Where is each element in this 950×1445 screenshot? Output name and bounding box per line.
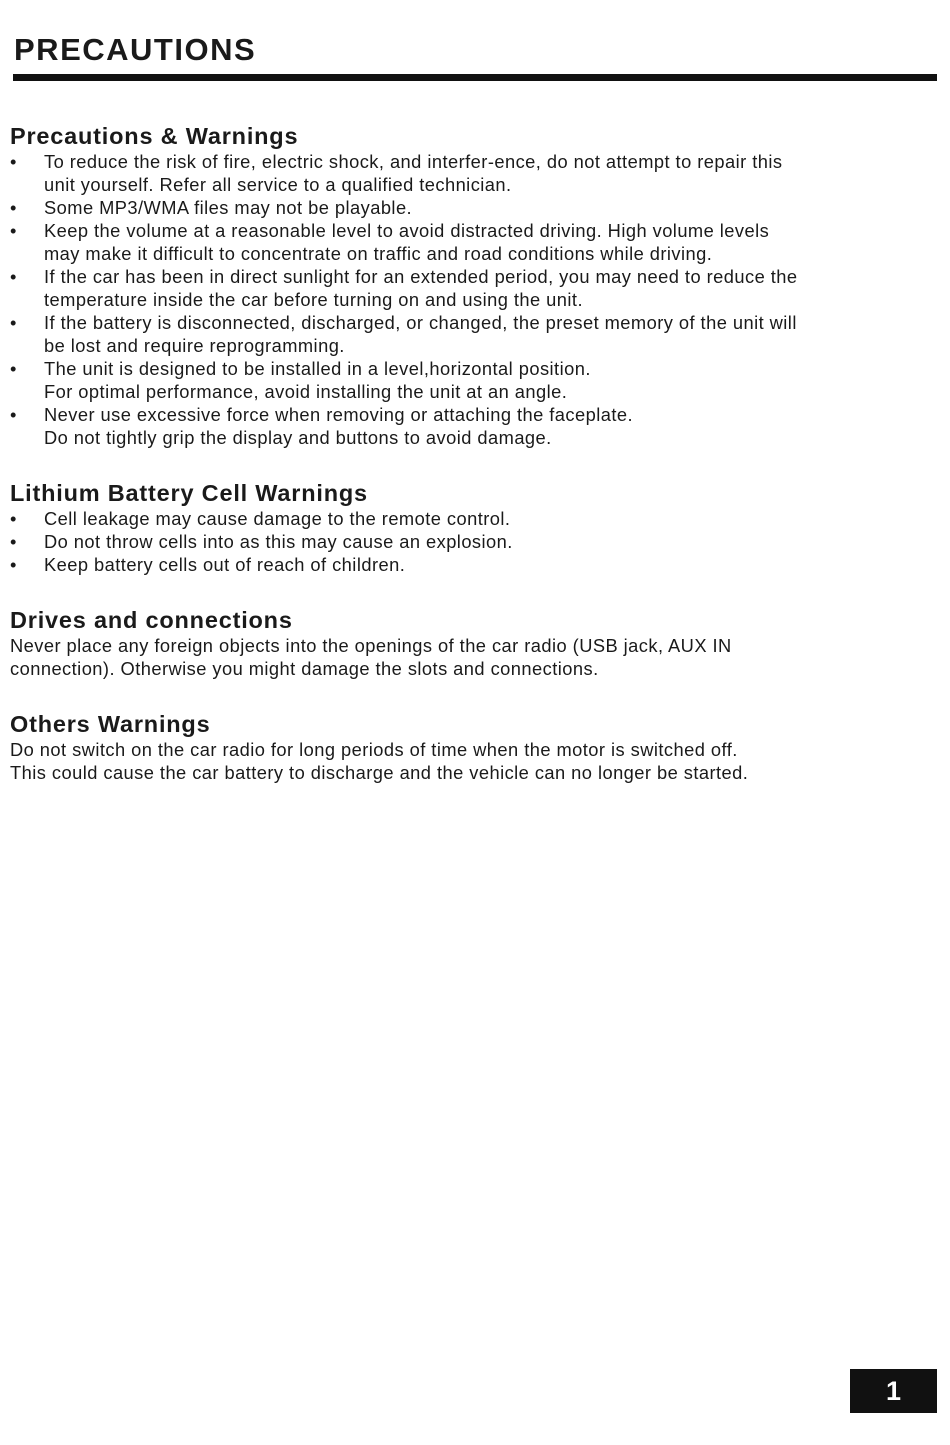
page-number-badge: 1 (850, 1369, 937, 1413)
list-item-text: Some MP3/WMA files may not be playable. (44, 197, 413, 218)
list-item-text: Keep battery cells out of reach of children. (44, 554, 406, 575)
list-item-text: If the battery is disconnected, discharged, or changed, the preset memory of the unit will be lost and require reprogramming. (44, 312, 797, 356)
bullet-list (10, 507, 930, 576)
list-item (10, 196, 930, 219)
section-heading: Precautions & Warnings (10, 123, 299, 149)
list-item-text: Keep the volume at a reasonable level to avoid distracted driving. High volume levels may make it difficult to concentrate on traffic and road conditions while driving. (44, 220, 770, 264)
section-heading: Drives and connections (10, 607, 293, 633)
bullet-icon: • (10, 404, 17, 425)
bullet-icon: • (10, 554, 17, 575)
list-item-text: If the car has been in direct sunlight for an extended period, you may need to reduce the temperature inside the car before turning on and using the unit. (44, 266, 798, 310)
page-content (10, 122, 930, 814)
list-item (10, 311, 930, 357)
list-item (10, 553, 930, 576)
section-paragraph: Never place any foreign objects into the openings of the car radio (USB jack, AUX IN connection). Otherwise you might damage the slots and connections. (10, 635, 732, 679)
list-item-text: Do not throw cells into as this may cause an explosion. (44, 531, 513, 552)
section-precautions-warnings (10, 122, 930, 449)
bullet-icon: • (10, 358, 17, 379)
title-divider (13, 74, 937, 81)
list-item (10, 219, 930, 265)
section-others-warnings (10, 710, 930, 784)
list-item-text: The unit is designed to be installed in a level,horizontal position. For optimal performance, avoid installing the unit at an angle. (44, 358, 591, 402)
bullet-list (10, 150, 930, 449)
section-heading: Others Warnings (10, 711, 211, 737)
list-item-text: To reduce the risk of fire, electric shock, and interfer-ence, do not attempt to repair this unit yourself. Refer all service to a qualified technician. (44, 151, 783, 195)
list-item (10, 150, 930, 196)
list-item (10, 403, 930, 449)
section-drives-connections (10, 606, 930, 680)
section-heading: Lithium Battery Cell Warnings (10, 480, 368, 506)
bullet-icon: • (10, 508, 17, 529)
list-item (10, 507, 930, 530)
list-item (10, 530, 930, 553)
list-item-text: Cell leakage may cause damage to the remote control. (44, 508, 511, 529)
bullet-icon: • (10, 266, 17, 287)
bullet-icon: • (10, 151, 17, 172)
list-item (10, 357, 930, 403)
section-lithium-battery-warnings (10, 479, 930, 576)
bullet-icon: • (10, 220, 17, 241)
list-item-text: Never use excessive force when removing or attaching the faceplate. Do not tightly grip the display and buttons to avoid damage. (44, 404, 634, 448)
section-paragraph: Do not switch on the car radio for long periods of time when the motor is switched off. This could cause the car battery to discharge and the vehicle can no longer be started. (10, 739, 749, 783)
list-item (10, 265, 930, 311)
page-title: PRECAUTIONS (14, 32, 257, 67)
bullet-icon: • (10, 197, 17, 218)
bullet-icon: • (10, 531, 17, 552)
bullet-icon: • (10, 312, 17, 333)
